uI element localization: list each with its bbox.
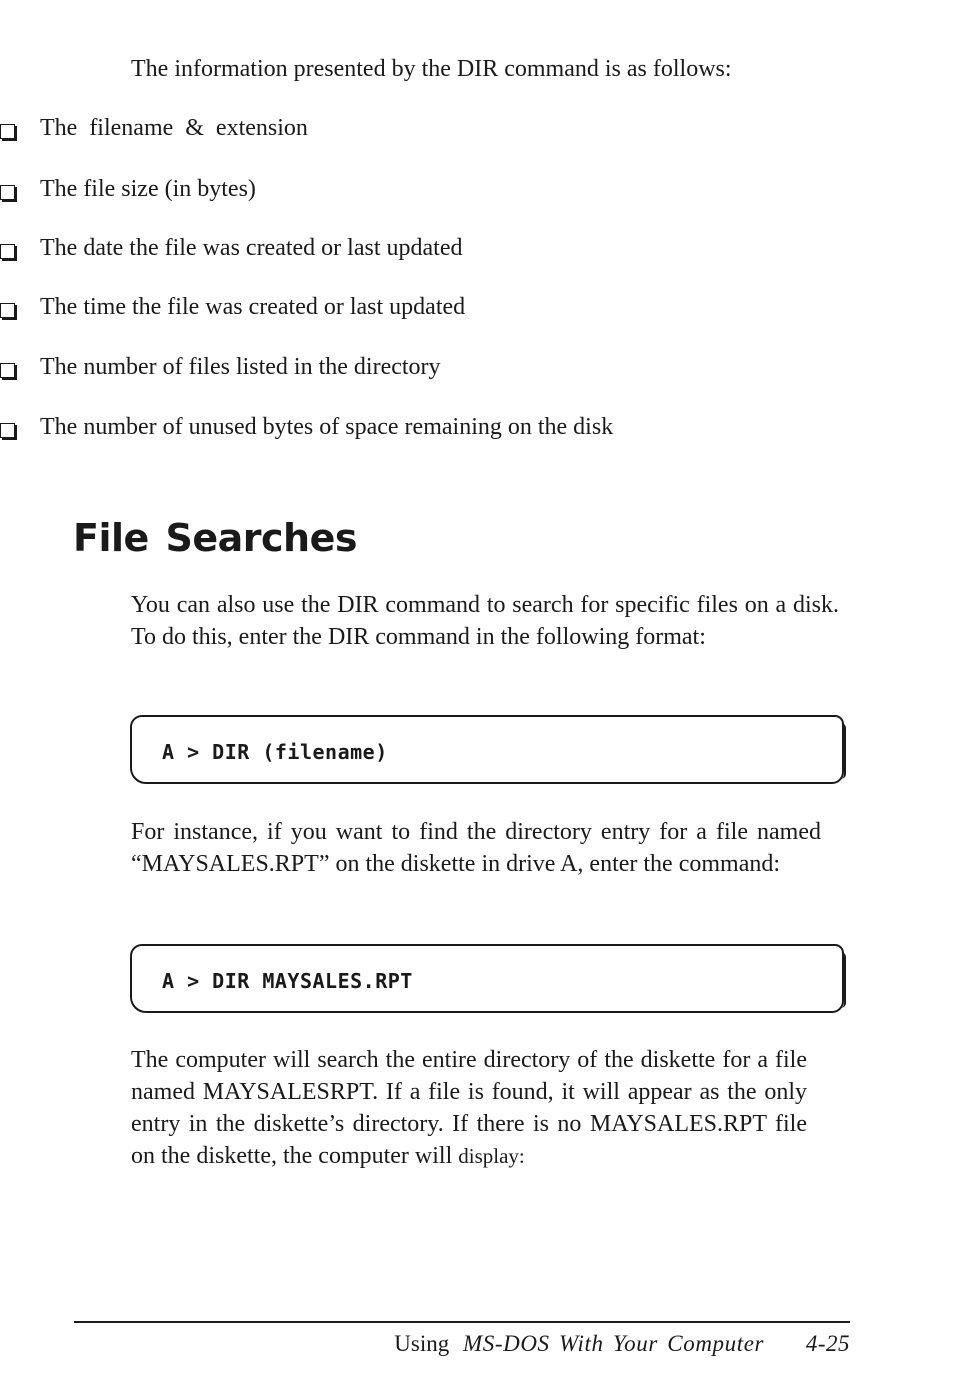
paragraph-tail: display: [458,1144,525,1168]
footer-book-title: MS-DOS With Your Computer [462,1331,765,1356]
command-example-box [130,944,844,1013]
list-item-text: The number of unused bytes of space remaining on the disk [40,414,614,440]
checkbox-bullet-icon [0,124,15,139]
checkbox-bullet-icon [0,185,15,200]
checkbox-bullet-icon [0,363,15,378]
page-number: 4-25 [805,1331,850,1356]
command-text: A > DIR MAYSALES.RPT [162,969,413,993]
example-paragraph: For instance, if you want to find the directory entry for a file named “MAYSALES.RPT” on the diskette in drive A, enter the command: [131,819,821,877]
list-item [0,410,613,444]
command-text: A > DIR (filename) [162,740,388,764]
list-item-text: The filename & extension [40,115,308,141]
section-heading: File Searches [73,516,358,560]
list-item [0,111,308,145]
list-item [0,172,256,206]
footer-using: Using [394,1331,450,1356]
page-footer [394,1329,850,1359]
list-item-text: The number of files listed in the directory [40,354,441,380]
footer-divider [74,1321,850,1323]
list-item-text: The time the file was created or last updated [40,294,466,320]
intro-text: The information presented by the DIR command is as follows: [131,56,732,82]
paragraph-body: The computer will search the entire directory of the diskette for a file named MAYSALESRPT. If a file is found, it will appear as the only entry in the diskette’s directory. If there is no MAYSALES.RPT file on the diskette, the computer will [131,1047,807,1169]
list-item-text: The file size (in bytes) [40,176,256,202]
file-search-intro-paragraph: You can also use the DIR command to search for specific files on a disk. To do this, enter the DIR command in the following format: [131,592,839,650]
checkbox-bullet-icon [0,244,15,259]
command-example-box [130,715,844,784]
list-item-text: The date the file was created or last updated [40,235,463,261]
list-item [0,231,462,265]
checkbox-bullet-icon [0,303,15,318]
list-item [0,290,465,324]
search-result-paragraph [131,1044,807,1172]
list-item [0,350,441,384]
checkbox-bullet-icon [0,423,15,438]
